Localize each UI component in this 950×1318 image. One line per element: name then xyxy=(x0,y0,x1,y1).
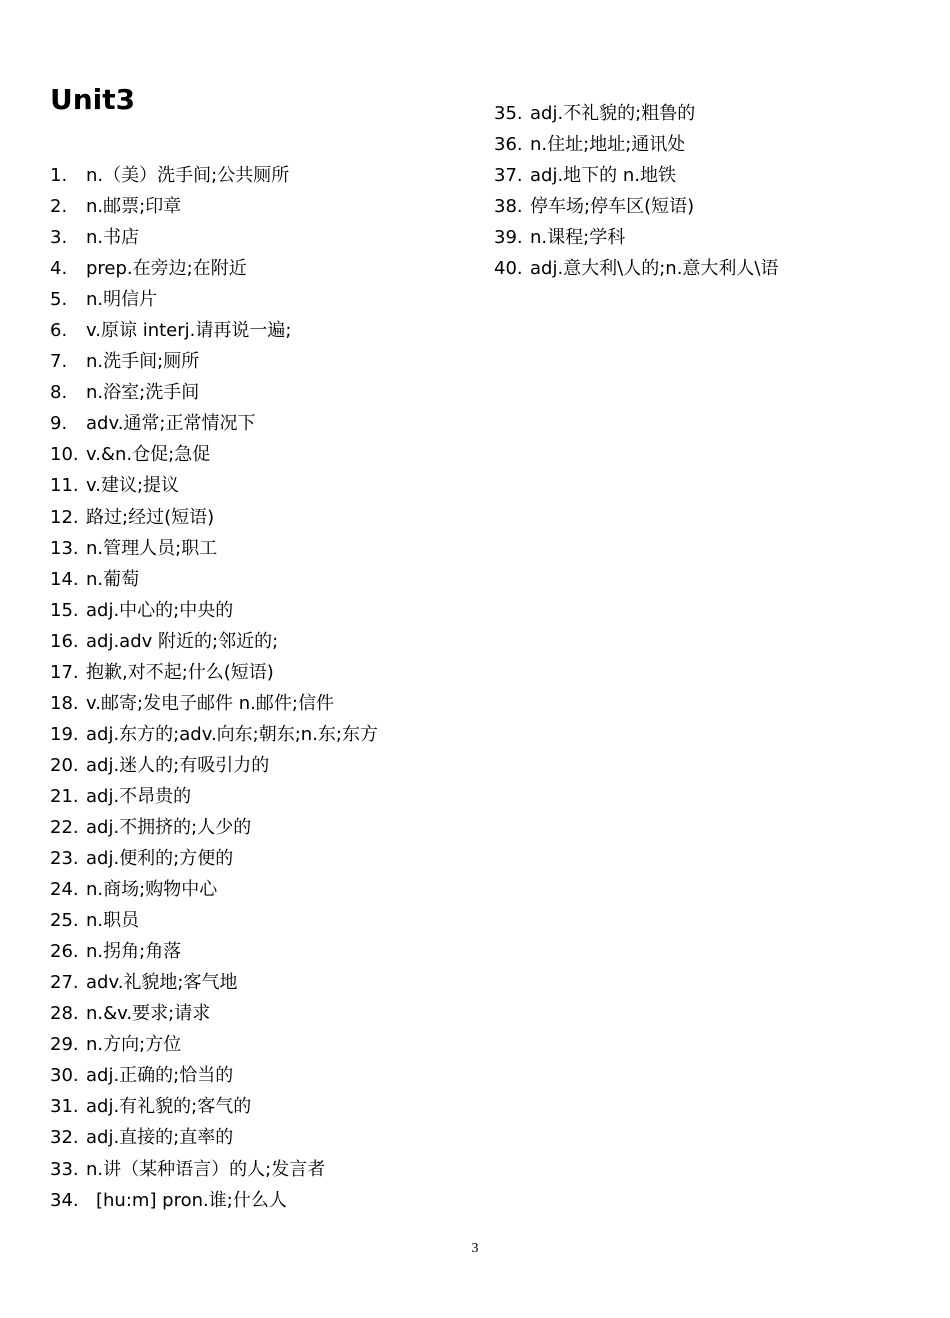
item-number: 30. xyxy=(50,1065,79,1087)
item-number: 4. xyxy=(50,258,68,280)
list-item xyxy=(494,129,779,160)
item-number: 16. xyxy=(50,630,79,652)
item-number: 15. xyxy=(50,599,79,621)
item-text: [hu:m] pron.谁;什么人 xyxy=(96,1189,287,1211)
item-text: n.讲（某种语言）的人;发言者 xyxy=(86,1158,326,1180)
item-text: n.管理人员;职工 xyxy=(86,537,218,559)
list-item xyxy=(50,346,378,377)
item-number: 22. xyxy=(50,816,79,838)
item-number: 23. xyxy=(50,848,79,870)
list-item xyxy=(50,191,378,222)
list-item xyxy=(50,626,378,657)
list-item xyxy=(50,377,378,408)
list-item xyxy=(50,967,378,998)
item-text: adj.便利的;方便的 xyxy=(86,848,234,870)
item-number: 11. xyxy=(50,475,79,497)
item-text: adj.东方的;adv.向东;朝东;n.东;东方 xyxy=(86,723,378,745)
list-item xyxy=(50,502,378,533)
item-text: adj.直接的;直率的 xyxy=(86,1127,234,1149)
item-text: adj.不拥挤的;人少的 xyxy=(86,816,252,838)
item-text: n.课程;学科 xyxy=(530,227,626,249)
item-number: 12. xyxy=(50,506,79,528)
item-text: n.葡萄 xyxy=(86,568,140,590)
item-number: 25. xyxy=(50,910,79,932)
list-item xyxy=(50,564,378,595)
item-text: n.（美）洗手间;公共厕所 xyxy=(86,165,290,186)
item-number: 34. xyxy=(50,1189,79,1211)
item-number: 7. xyxy=(50,351,68,373)
item-number: 8. xyxy=(50,382,68,404)
list-item xyxy=(494,160,779,191)
item-text: n.浴室;洗手间 xyxy=(86,382,200,404)
list-item xyxy=(494,191,779,222)
item-number: 5. xyxy=(50,289,68,311)
page-number: 3 xyxy=(471,1241,479,1256)
item-number: 33. xyxy=(50,1158,79,1180)
item-number: 17. xyxy=(50,661,79,683)
item-text: v.建议;提议 xyxy=(86,475,180,497)
list-item xyxy=(50,750,378,781)
item-number: 13. xyxy=(50,537,79,559)
item-text: n.&v.要求;请求 xyxy=(86,1003,211,1025)
item-number: 36. xyxy=(494,134,523,156)
item-number: 27. xyxy=(50,972,79,994)
item-number: 38. xyxy=(494,196,523,218)
vocabulary-list-right xyxy=(494,98,779,284)
list-item xyxy=(494,98,779,129)
item-text: adj.中心的;中央的 xyxy=(86,599,234,621)
item-text: v.原谅 interj.请再说一遍; xyxy=(86,320,292,342)
item-text: adv.礼貌地;客气地 xyxy=(86,972,238,994)
item-text: adv.通常;正常情况下 xyxy=(86,413,256,435)
list-item xyxy=(50,1060,378,1091)
item-number: 24. xyxy=(50,879,79,901)
list-item xyxy=(50,874,378,905)
item-number: 20. xyxy=(50,754,79,776)
page-title: Unit3 xyxy=(50,83,136,116)
item-text: adj.adv 附近的;邻近的; xyxy=(86,630,279,652)
item-text: adj.地下的 n.地铁 xyxy=(530,165,677,187)
list-item xyxy=(50,1029,378,1060)
list-item xyxy=(50,998,378,1029)
item-number: 40. xyxy=(494,258,523,280)
item-number: 2. xyxy=(50,196,68,218)
item-text: 路过;经过(短语) xyxy=(86,506,215,528)
vocabulary-list-left xyxy=(50,160,378,1216)
item-text: n.商场;购物中心 xyxy=(86,879,218,901)
item-text: v.邮寄;发电子邮件 n.邮件;信件 xyxy=(86,692,334,714)
item-text: adj.正确的;恰当的 xyxy=(86,1065,234,1087)
list-item xyxy=(50,439,378,470)
list-item xyxy=(50,1185,378,1216)
list-item xyxy=(50,253,378,284)
item-number: 31. xyxy=(50,1096,79,1118)
item-text: prep.在旁边;在附近 xyxy=(86,258,247,280)
item-text: n.住址;地址;通讯处 xyxy=(530,134,686,156)
list-item xyxy=(50,1122,378,1153)
list-item xyxy=(494,253,779,284)
list-item xyxy=(50,595,378,626)
list-item xyxy=(50,160,378,191)
list-item xyxy=(50,843,378,874)
item-number: 29. xyxy=(50,1034,79,1056)
list-item xyxy=(494,222,779,253)
item-text: n.书店 xyxy=(86,227,140,249)
item-text: n.职员 xyxy=(86,910,140,932)
item-text: v.&n.仓促;急促 xyxy=(86,444,211,466)
list-item xyxy=(50,719,378,750)
item-text: adj.意大利\人的;n.意大利人\语 xyxy=(530,258,779,280)
item-number: 3. xyxy=(50,227,68,249)
item-text: adj.有礼貌的;客气的 xyxy=(86,1096,252,1118)
item-text: n.明信片 xyxy=(86,289,158,311)
item-number: 21. xyxy=(50,785,79,807)
item-number: 37. xyxy=(494,165,523,187)
item-text: n.邮票;印章 xyxy=(86,196,182,218)
item-text: 抱歉,对不起;什么(短语) xyxy=(86,661,274,683)
list-item xyxy=(50,905,378,936)
item-number: 1. xyxy=(50,165,68,186)
item-text: n.拐角;角落 xyxy=(86,941,182,963)
list-item xyxy=(50,315,378,346)
list-item xyxy=(50,936,378,967)
item-text: adj.迷人的;有吸引力的 xyxy=(86,754,270,776)
item-number: 32. xyxy=(50,1127,79,1149)
list-item xyxy=(50,284,378,315)
item-number: 14. xyxy=(50,568,79,590)
item-number: 26. xyxy=(50,941,79,963)
item-text: n.方向;方位 xyxy=(86,1034,182,1056)
list-item xyxy=(50,222,378,253)
list-item xyxy=(50,812,378,843)
item-number: 28. xyxy=(50,1003,79,1025)
item-text: adj.不礼貌的;粗鲁的 xyxy=(530,103,696,124)
list-item xyxy=(50,470,378,501)
item-number: 6. xyxy=(50,320,68,342)
item-number: 18. xyxy=(50,692,79,714)
list-item xyxy=(50,533,378,564)
item-number: 35. xyxy=(494,103,523,124)
item-text: 停车场;停车区(短语) xyxy=(530,196,695,218)
list-item xyxy=(50,657,378,688)
list-item xyxy=(50,781,378,812)
list-item xyxy=(50,1154,378,1185)
item-number: 39. xyxy=(494,227,523,249)
item-number: 9. xyxy=(50,413,68,435)
item-text: n.洗手间;厕所 xyxy=(86,351,200,373)
list-item xyxy=(50,1091,378,1122)
item-number: 19. xyxy=(50,723,79,745)
item-text: adj.不昂贵的 xyxy=(86,785,192,807)
list-item xyxy=(50,688,378,719)
list-item xyxy=(50,408,378,439)
item-number: 10. xyxy=(50,444,79,466)
